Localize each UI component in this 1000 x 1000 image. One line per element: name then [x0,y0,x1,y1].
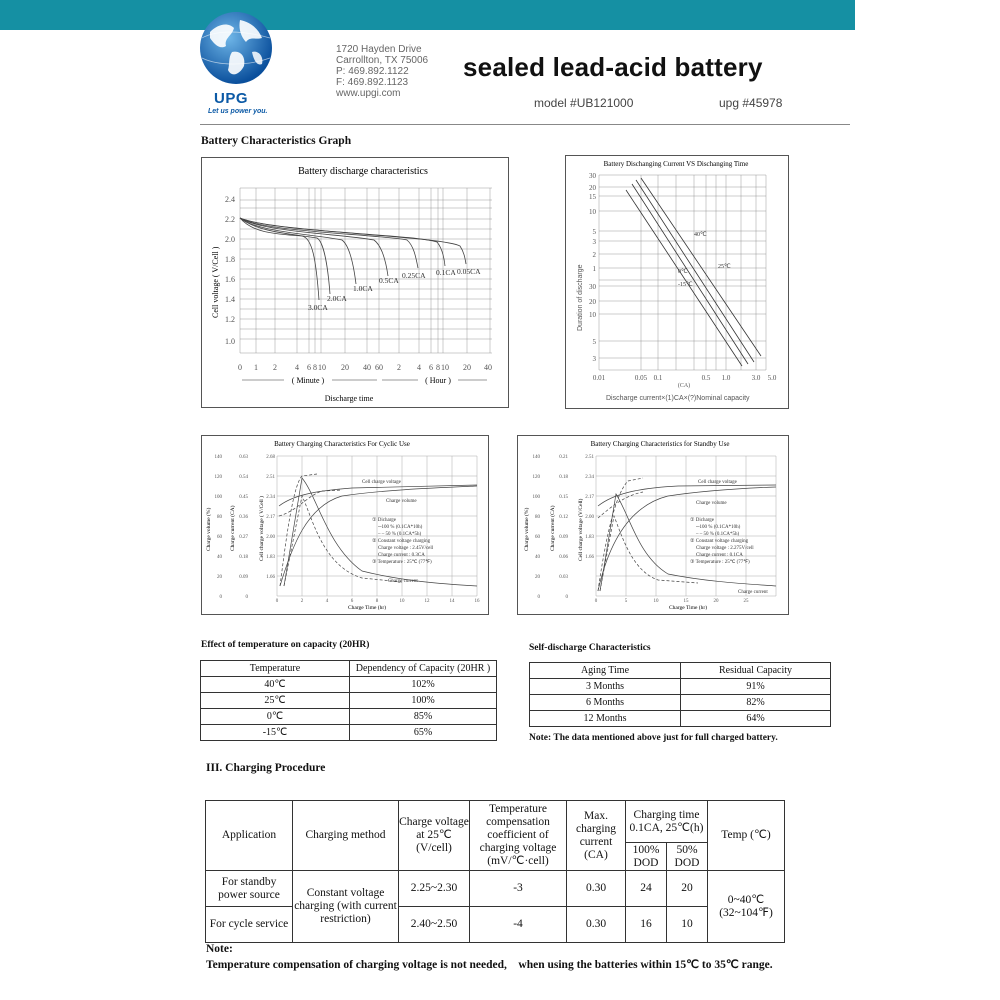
graph-title: Battery Charging Characteristics for Standby Use [590,440,730,448]
temp-label: 40℃ [694,232,707,238]
axis1-label: Charge volume (%) [524,507,530,551]
section-heading-graph: Battery Characteristics Graph [201,135,352,147]
column-header: 50% DOD [667,843,708,871]
cyclic-graph-panel [201,435,489,615]
cyclic-grid [277,456,477,596]
tick: 2.00 [585,515,594,520]
legend-line: ─100 % (0.1CA*10h) [378,525,423,530]
tick: 0 [219,595,222,600]
tick: 2.34 [585,475,594,480]
tick: 20 [713,599,719,604]
standby-xticks [595,599,749,604]
standby-grid [596,456,776,596]
address-line: 1720 Hayden Drive [336,44,422,55]
globe-icon [196,8,276,92]
ytick-label: 1.2 [225,315,235,324]
cyclic-axis2-ticks [239,455,248,600]
tick: 0.54 [239,475,248,480]
fax-line: F: 469.892.1123 [336,77,409,88]
tick: 14 [449,599,455,604]
xtick-label: 3.0 [751,374,761,382]
volume-curve [598,487,776,591]
graph-title: Battery Charging Characteristics For Cyclic Use [274,440,410,448]
tick: 8 [375,599,379,604]
temp-label: -15℃ [678,282,693,288]
ytick-label: 5 [592,338,596,346]
tick: 80 [217,515,222,520]
model-number: model #UB121000 [534,96,634,110]
ytick-label: 20 [589,298,596,306]
tick: 0.45 [239,495,248,500]
tick: 1.83 [266,555,275,560]
table-cell: 65% [350,725,497,741]
curve-label: 1.0CA [353,284,373,293]
table-cell: 64% [681,711,831,727]
axis1-label: Charge volume (%) [206,507,212,551]
charging-procedure-table [205,800,785,943]
table-cell: 0℃ [201,709,350,725]
table-row [206,907,785,943]
ytick-label: 1.6 [225,275,235,284]
xtick-label: 5.0 [767,374,777,382]
ytick-label: 20 [589,184,596,192]
tick: 80 [535,515,540,520]
ct-yticks [589,172,597,363]
table-cell: For standby power source [206,871,293,907]
column-header: Charging method [293,801,399,871]
table-cell: 10 [667,907,708,943]
tick: 2 [300,599,304,604]
legend-line: ③ Temperature : 25℃ (77℉) [372,560,432,565]
table-cell: 102% [350,677,497,693]
column-header: Residual Capacity [681,663,831,679]
tick: 25 [743,599,749,604]
tick: 2.17 [266,515,275,520]
table-cell: 0.30 [567,871,626,907]
line-40C [641,178,761,356]
curve-labels [696,480,768,595]
cyclic-curves [279,474,477,586]
x-axis-label: Discharge current×(1)CA×(?)Nominal capacity [606,395,750,402]
column-header: Charging time 0.1CA, 25℃(h) [626,801,708,843]
ytick-label: 15 [589,193,596,201]
tick: 0.27 [239,535,248,540]
tick: 5 [624,599,628,604]
xtick-label: 60 [375,363,383,372]
tick: 0.18 [239,555,248,560]
tick: 0 [275,599,279,604]
table-row [530,695,831,711]
cyclic-axis3-ticks [266,455,275,580]
legend-line: – – 50 % (0.1CA*5h) [696,532,740,537]
current-time-graph [566,156,788,408]
current-time-graph-panel [565,155,789,409]
table-cell: 2.40~2.50 [399,907,470,943]
selfdischarge-table [529,662,831,727]
line-m15C [626,190,742,366]
cyclic-axis1-ticks [215,455,223,600]
xtick-label: 8 [313,363,317,372]
curve-label: Charge current [388,579,418,584]
curve-label: Charge volume [696,501,727,506]
curve-label: 0.25CA [402,271,426,280]
standby-axis3-ticks [585,455,594,560]
standby-axis1-ticks [533,455,541,600]
axis3-label: Cell charge voltage ( V/Cell ) [259,495,265,561]
table-cell: For cycle service [206,907,293,943]
curve-label: 3.0CA [308,303,328,312]
xtick-label: 4 [417,363,421,372]
tick: 140 [214,455,222,460]
standby-graph [518,436,788,614]
table-cell: 82% [681,695,831,711]
table-cell: 24 [626,871,667,907]
table-cell: 6 Months [530,695,681,711]
tick: 0.18 [559,475,568,480]
current-curve [600,494,776,591]
ytick-label: 30 [589,283,596,291]
tick: 0.21 [559,455,568,460]
tick: 2.68 [266,455,275,460]
curve-label: 2.0CA [327,294,347,303]
temp-capacity-table [200,660,497,741]
x-unit: (CA) [677,383,691,389]
column-header: 100% DOD [626,843,667,871]
line-25C [636,180,754,362]
tick: 100 [214,495,222,500]
tick: 120 [532,475,540,480]
tick: 60 [217,535,222,540]
tick: 2.51 [266,475,275,480]
tick: 0.09 [559,535,568,540]
temp-labels [678,232,731,288]
column-header: Dependency of Capacity (20HR ) [350,661,497,677]
ytick-label: 3 [592,355,596,363]
tick: 40 [535,555,540,560]
table-cell: 0.30 [567,907,626,943]
legend-line: Charge voltage : 2.275V/cell [696,546,754,551]
tick: 40 [217,555,222,560]
xtick-label: 8 [436,363,440,372]
table-row [206,871,785,907]
tick: 0.36 [239,515,248,520]
discharge-graph-panel [201,157,509,408]
xtick-label: 0.5 [701,374,711,382]
ytick-label: 1.4 [225,295,235,304]
discharge-xticks [238,363,492,372]
xtick-label: 0.01 [592,374,606,382]
column-header: Temperature [201,661,350,677]
x-axis-label: Charge Time (hr) [668,605,708,611]
legend-line: – – 50 % (0.1CA*5h) [378,532,422,537]
ytick-label: 2.4 [225,195,235,204]
legend-line: ─100 % (0.1CA*10h) [696,525,741,530]
axis2-label: Charge current (CA) [230,505,236,551]
table-header-row [201,661,497,677]
selfdischarge-note: Note: The data mentioned above just for full charged battery. [529,733,778,743]
xtick-label: 0 [238,363,242,372]
hour-label: ( Hour ) [425,376,451,385]
table-cell: -3 [470,871,567,907]
ytick-label: 1 [592,265,596,273]
column-header: Application [206,801,293,871]
charging-procedure-heading: III. Charging Procedure [206,762,326,774]
tick: 2.34 [266,495,275,500]
tick: 0.03 [559,575,568,580]
tick: 60 [535,535,540,540]
curve-05CA [240,218,388,276]
legend-line: ① Dicharge [372,518,396,523]
table-cell: 3 Months [530,679,681,695]
curve-label: Charge volume [386,499,417,504]
ytick-label: 3 [592,238,596,246]
tick: 2.00 [266,535,275,540]
xtick-label: 20 [463,363,471,372]
table-cell: 0~40℃ (32~104℉) [708,871,785,943]
curve-025CA [240,218,418,268]
cyclic-xticks [276,599,480,604]
tick: 2.51 [585,455,594,460]
table-row [201,725,497,741]
curve-label: Cell charge voltage [362,480,401,485]
table-cell: -4 [470,907,567,943]
upg-number: upg #45978 [719,96,783,110]
note-label: Note: [206,943,233,955]
xtick-label: 1 [254,363,258,372]
cyclic-graph [202,436,488,614]
temp-table-heading: Effect of temperature on capacity (20HR) [201,640,370,650]
table-cell: 12 Months [530,711,681,727]
legend-line: Charge voltage : 2.45V/cell [378,546,434,551]
column-header: Charge voltage at 25℃ (V/cell) [399,801,470,871]
xtick-label: 10 [441,363,449,372]
tick: 2.17 [585,495,594,500]
xtick-label: 2 [273,363,277,372]
table-cell: 25℃ [201,693,350,709]
table-row [530,679,831,695]
table-row [530,711,831,727]
xtick-label: 2 [397,363,401,372]
tick: 0.09 [239,575,248,580]
ytick-label: 2.2 [225,215,235,224]
legend-line: ② Constant voltage charging [372,539,431,544]
logo-tagline: Let us power you. [208,108,268,115]
discharge-yticks [225,195,235,346]
table-header-row [206,801,785,843]
tick: 120 [214,475,222,480]
xtick-label: 6 [429,363,433,372]
tick: 0.15 [559,495,568,500]
legend-line: ③ Temperature : 25℃ (77℉) [690,560,750,565]
tick: 0.63 [239,455,248,460]
tick: 0 [594,599,598,604]
standby-axis2-ticks [559,455,568,600]
legend-line: ① Dicharge [690,518,714,523]
table-cell: -15℃ [201,725,350,741]
standby-legend [690,517,754,565]
tick: 12 [424,599,430,604]
temp-label: 0℃ [678,269,688,275]
table-cell: 85% [350,709,497,725]
ytick-label: 30 [589,172,596,180]
phone-line: P: 469.892.1122 [336,66,409,77]
tick: 0.12 [559,515,568,520]
legend-line: ② Constant voltage charging [690,539,749,544]
curve-label: 0.1CA [436,268,456,277]
xtick-label: 0.05 [634,374,648,382]
cyclic-legend [372,517,434,565]
xtick-label: 6 [307,363,311,372]
graph-title: Battery discharge characteristics [298,166,428,177]
tick: 20 [217,575,222,580]
x-axis-label: Discharge time [324,394,374,403]
note-text: Temperature compensation of charging voltage is not needed, when using the batteries within 15℃ to 35℃ range. [206,959,773,971]
y-axis-label: Duration of discharge [577,264,584,331]
xtick-label: 40 [363,363,371,372]
tick: 16 [474,599,480,604]
curve-labels [308,267,481,312]
curve-label: Charge current [738,590,768,595]
ytick-label: 1.0 [225,337,235,346]
tick: 0 [565,595,568,600]
tick: 1.66 [585,555,594,560]
table-cell: 40℃ [201,677,350,693]
axis3-label: Cell charge voltage (V/Cell) [578,498,584,561]
table-header-row [530,663,831,679]
x-axis-label: Charge Time (hr) [347,605,387,611]
xtick-label: 10 [318,363,326,372]
header-divider [200,124,850,125]
legend-line: Charge current : 0.3CA [378,553,425,558]
address-line: Carrollton, TX 75006 [336,55,429,66]
website-line: www.upgi.com [336,88,401,99]
column-header: Temp (℃) [708,801,785,871]
tick: 0 [537,595,540,600]
table-cell: 100% [350,693,497,709]
ytick-label: 2 [592,251,596,259]
tick: 15 [683,599,689,604]
column-header: Temperature compensation coefficient of charging voltage (mV/℃·cell) [470,801,567,871]
standby-graph-panel [517,435,789,615]
logo-text: UPG [214,90,249,107]
curve-label: Cell charge voltage [698,480,737,485]
xtick-label: 1.0 [721,374,731,382]
xtick-label: 4 [295,363,299,372]
y-axis-label: Cell voltage ( V/Cell ) [211,246,220,318]
tick: 0.06 [559,555,568,560]
table-row [201,677,497,693]
discharge-graph [202,158,508,407]
tick: 20 [535,575,540,580]
legend-line: Charge current : 0.1CA [696,553,743,558]
header-bar [0,0,855,30]
xtick-label: 0.1 [653,374,663,382]
ytick-label: 10 [589,311,596,319]
upg-logo [196,8,276,92]
minute-label: ( Minute ) [291,376,325,385]
tick: 1.83 [585,535,594,540]
graph-title: Battery Dischanging Current VS Dischanging Time [603,160,749,168]
column-header: Max. charging current (CA) [567,801,626,871]
company-address [336,44,428,99]
tick: 6 [350,599,354,604]
standby-curves [598,478,776,591]
curve-label: 0.05CA [457,267,481,276]
tick: 100 [532,495,540,500]
tick: 0 [245,595,248,600]
curve-label: 0.5CA [379,276,399,285]
table-cell: 16 [626,907,667,943]
ytick-label: 1.8 [225,255,235,264]
table-cell: 2.25~2.30 [399,871,470,907]
table-cell: 91% [681,679,831,695]
xtick-label: 40 [484,363,492,372]
xtick-label: 20 [341,363,349,372]
table-row [201,709,497,725]
temp-label: 25℃ [718,264,731,270]
tick: 10 [653,599,659,604]
ct-xticks [593,374,777,382]
table-cell: 20 [667,871,708,907]
column-header: Aging Time [530,663,681,679]
tick: 140 [532,455,540,460]
tick: 10 [399,599,405,604]
ytick-label: 2.0 [225,235,235,244]
table-row [201,693,497,709]
table-cell: Constant voltage charging (with current restriction) [293,871,399,943]
ytick-label: 10 [589,208,596,216]
selfdischarge-heading: Self-discharge Characteristics [529,643,651,653]
tick: 1.66 [266,575,275,580]
ytick-label: 5 [592,228,596,236]
page-title: sealed lead-acid battery [463,52,763,82]
tick: 4 [325,599,329,604]
axis2-label: Charge current (CA) [550,505,556,551]
